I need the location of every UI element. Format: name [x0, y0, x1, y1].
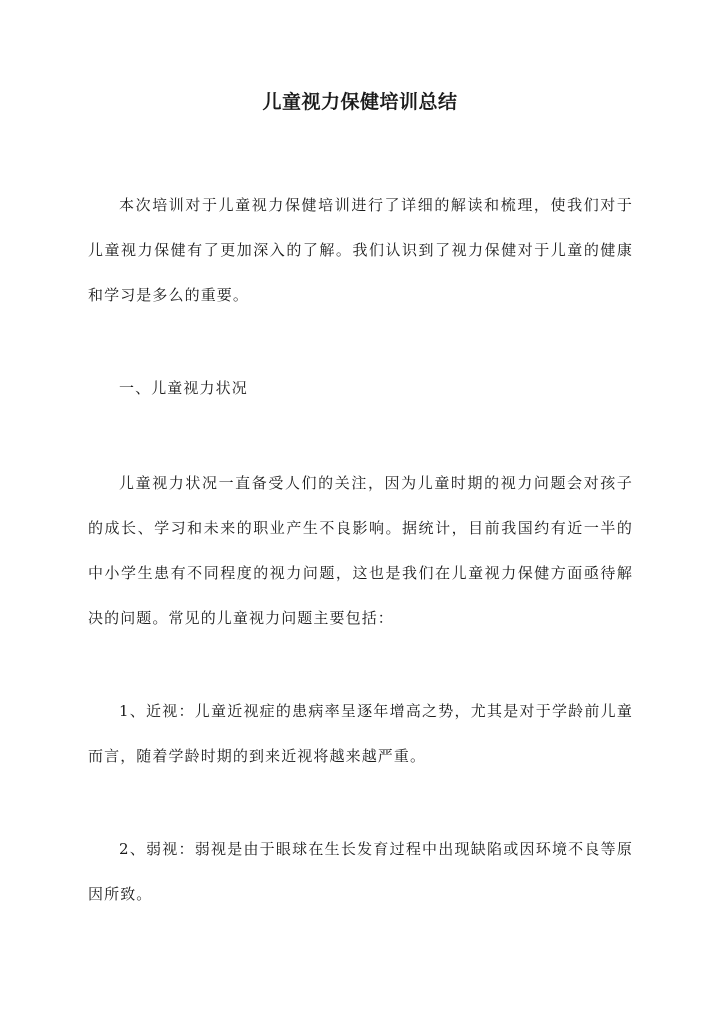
section-heading-child-vision-status: 一、儿童视力状况: [119, 379, 248, 397]
myopia-paragraph: 1、近视：儿童近视症的患病率呈逐年增高之势，尤其是对于学龄前儿童而言，随着学龄时期的到来近视将越来越严重。: [88, 702, 633, 765]
document-title: 儿童视力保健培训总结: [262, 91, 458, 113]
amblyopia-paragraph: 2、弱视：弱视是由于眼球在生长发育过程中出现缺陷或因环境不良等原因所致。: [88, 840, 633, 903]
vision-status-paragraph: 儿童视力状况一直备受人们的关注，因为儿童时期的视力问题会对孩子的成长、学习和未来的职业产生不良影响。据统计，目前我国约有近一半的中小学生患有不同程度的视力问题，这也是我们在儿童视力保健方面亟待解决的问题。常见的儿童视力问题主要包括：: [88, 474, 633, 627]
intro-paragraph: 本次培训对于儿童视力保健培训进行了详细的解读和梳理，使我们对于儿童视力保健有了更加深入的了解。我们认识到了视力保健对于儿童的健康和学习是多么的重要。: [88, 196, 633, 304]
